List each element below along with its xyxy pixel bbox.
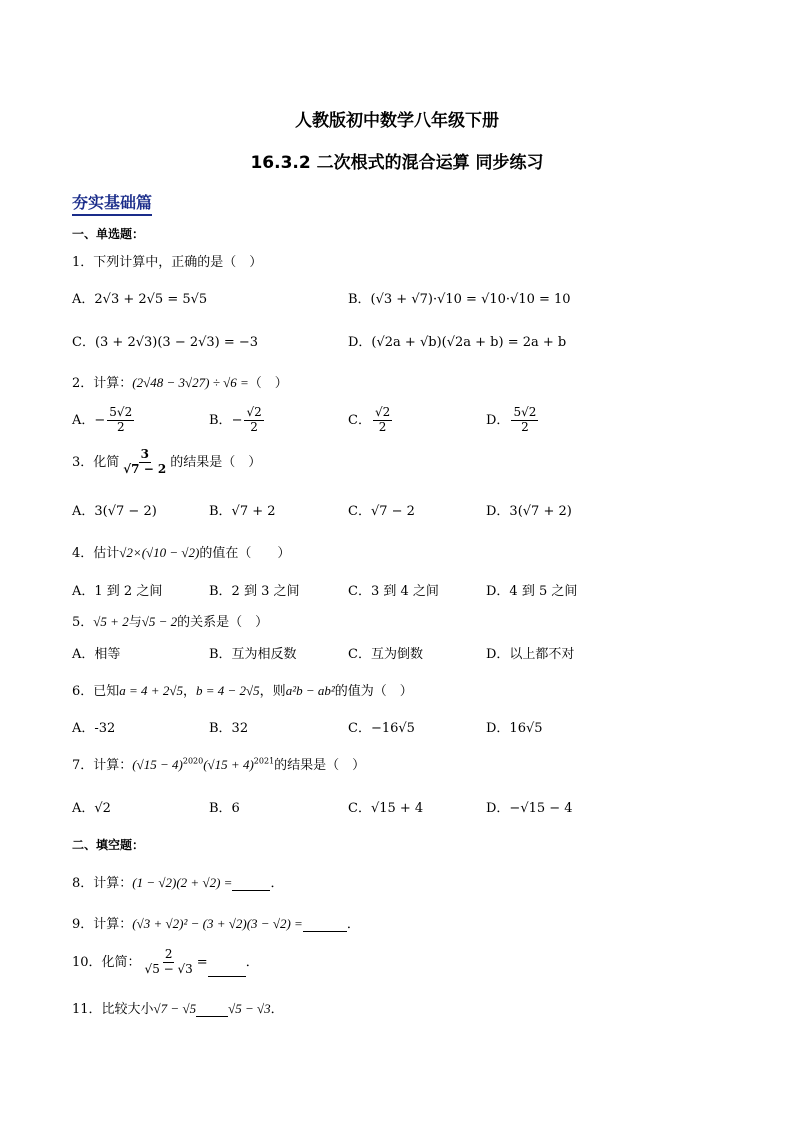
question-8-stem [72,872,283,891]
question-6-comma: ， [182,684,196,699]
question-10-stem [72,948,259,977]
question-7-exponent-1: 2020 [182,756,204,766]
question-7-base-1: (√15 − 4) [132,757,183,772]
question-3-stem [72,448,261,477]
option-label: D． [486,412,510,428]
question-11-suffix: ． [270,1002,284,1017]
question-7-option-d[interactable]: D．−√15 − 4 [486,801,573,816]
question-5-connector: 与 [128,615,142,630]
question-4-option-d[interactable]: D．4 到 5 之间 [486,584,578,599]
section-heading-single-choice: 一、单选题： [72,227,145,241]
numerator: √2 [246,405,262,419]
question-6-b-definition: b = 4 − 2√5 [195,683,260,698]
numerator: 5√2 [109,405,133,419]
question-7-exponent-2: 2021 [253,756,275,766]
question-1-option-b[interactable]: B．(√3 + √7)·√10 = √10·√10 = 10 [348,292,571,307]
denominator: 2 [521,419,529,434]
question-5-stem [72,611,268,630]
question-5-expression-1: √5 + 2 [93,614,129,629]
question-9-expression: (√3 + √2)² − (3 + √2)(3 − √2) = [132,916,303,931]
question-6-stem [72,680,413,699]
question-4-option-a[interactable]: A．1 到 2 之间 [72,584,163,599]
numerator: 2 [164,947,173,961]
question-6-a-definition: a = 4 + 2√5 [119,683,183,698]
fraction [511,406,538,435]
option-label: A． [72,412,95,428]
question-6-option-c[interactable]: C．−16√5 [348,721,415,736]
question-7-stem [72,754,365,773]
question-3-prefix: 3．化简 [72,454,120,470]
question-2-option-b[interactable] [209,406,266,435]
question-3-option-b[interactable]: B．√7 + 2 [209,504,276,519]
question-3-suffix: 的结果是（ ） [170,454,262,470]
question-6-option-d[interactable]: D．16√5 [486,721,543,736]
question-8-expression: (1 − √2)(2 + √2) = [132,875,233,890]
question-11-prefix: 11．比较大小 [72,1002,154,1017]
question-2-option-d[interactable] [486,406,540,435]
question-6-target-expression: a²b − ab² [285,683,335,698]
question-5-option-c[interactable]: C．互为倒数 [348,647,423,662]
denominator: 2 [378,419,387,434]
question-6-option-b[interactable]: B．32 [209,721,249,736]
question-2-option-a[interactable] [72,406,136,435]
question-8-answer-blank[interactable] [232,876,270,891]
question-1-stem: 1．下列计算中，正确的是（ ） [72,255,263,270]
question-4-option-c[interactable]: C．3 到 4 之间 [348,584,439,599]
question-10-answer-blank[interactable] [208,962,246,977]
question-9-prefix: 9．计算： [72,917,133,932]
numerator: 3 [140,447,149,461]
question-3-fraction [121,448,168,477]
question-10-prefix: 10．化简： [72,954,141,970]
question-3-option-c[interactable]: C．√7 − 2 [348,504,415,519]
question-11-stem [72,998,284,1017]
question-1-option-a[interactable]: A．2√3 + 2√5 = 5√5 [72,292,208,307]
question-2-suffix: （ ） [248,376,288,391]
denominator: √7 − 2 [123,461,167,476]
numerator: √2 [374,405,391,419]
question-5-option-a[interactable]: A．相等 [72,647,121,662]
question-4-suffix: 的值在（ ） [199,546,291,561]
fraction [373,406,392,435]
numerator: 5√2 [513,405,537,419]
denominator: 2 [116,419,125,434]
option-label: C． [348,412,371,428]
section-badge: 夯实基础篇 [72,190,152,216]
question-4-option-b[interactable]: B．2 到 3 之间 [209,584,300,599]
question-9-answer-blank[interactable] [303,917,347,932]
denominator: √5 − √3 [144,961,193,976]
question-7-option-a[interactable]: A．√2 [72,801,111,816]
question-2-expression: (2√48 − 3√27) ÷ √6 = [132,375,249,390]
question-11-answer-blank[interactable] [196,1002,228,1017]
section-heading-fill-in: 二、填空题： [72,838,145,852]
question-1-option-c[interactable]: C．(3 + 2√3)(3 − 2√3) = −3 [72,335,259,350]
option-label: B． [209,412,232,428]
question-4-expression: √2×(√10 − √2) [119,545,200,560]
question-6-prefix: 6．已知 [72,684,120,699]
question-5-option-b[interactable]: B．互为相反数 [209,647,297,662]
question-3-option-a[interactable]: A．3(√7 − 2) [72,504,157,519]
question-7-option-c[interactable]: C．√15 + 4 [348,801,424,816]
fraction [244,406,263,435]
document-subtitle: 16.3.2 二次根式的混合运算 同步练习 [250,153,544,173]
document-title: 人教版初中数学八年级下册 [295,111,499,131]
question-6-option-a[interactable]: A．-32 [72,721,116,736]
question-9-stem [72,913,360,932]
question-7-option-b[interactable]: B．6 [209,801,240,816]
question-11-expression-1: √7 − √5 [153,1001,197,1016]
question-2-stem [72,372,288,391]
question-11-expression-2: √5 − √3 [228,1001,271,1016]
question-7-prefix: 7．计算： [72,758,133,773]
question-5-option-d[interactable]: D．以上都不对 [486,647,575,662]
question-5-expression-2: √5 − 2 [141,614,178,629]
question-4-stem [72,542,290,561]
question-10-fraction [143,948,195,977]
denominator: 2 [250,419,258,434]
minus-sign: − [94,412,106,428]
question-3-option-d[interactable]: D．3(√7 + 2) [486,504,572,519]
minus-sign: − [231,412,243,428]
fraction [107,406,134,435]
question-7-suffix: 的结果是（ ） [274,758,366,773]
question-6-then: ，则 [259,684,286,699]
question-10-suffix: ． [245,954,259,970]
question-6-suffix: 的值为（ ） [334,684,413,699]
question-5-prefix: 5． [72,615,94,630]
question-7-base-2: (√15 + 4) [203,757,254,772]
equals-sign: = [196,954,208,970]
question-8-suffix: ． [270,876,284,891]
question-2-option-c[interactable] [348,406,394,435]
question-9-suffix: ． [346,917,360,932]
question-8-prefix: 8．计算： [72,876,133,891]
question-4-prefix: 4．估计 [72,546,120,561]
question-2-prefix: 2．计算： [72,376,133,391]
question-5-suffix: 的关系是（ ） [177,615,269,630]
question-1-option-d[interactable]: D．(√2a + √b)(√2a + b) = 2a + b [348,335,567,350]
